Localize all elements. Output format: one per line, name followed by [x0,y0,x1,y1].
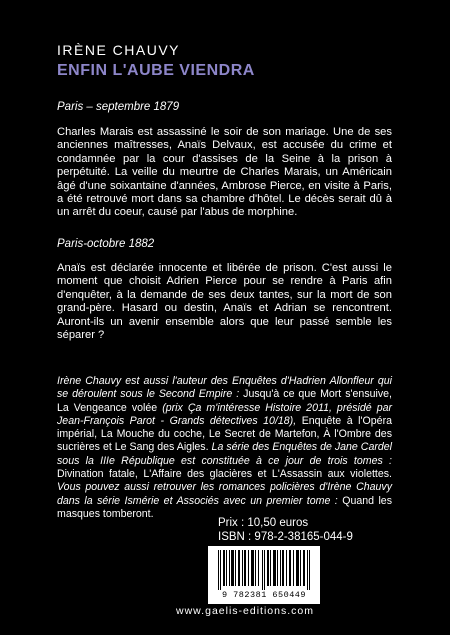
price: Prix : 10,50 euros [218,517,309,529]
bio-works-4: Quand les masques tomberont. [57,494,392,520]
book-title: ENFIN L'AUBE VIENDRA [57,62,255,79]
author-bio [57,375,392,521]
bio-works-3: Divination fatale, L'Affaire des glacières et L'Assassin aux violettes. [57,468,392,481]
blurb-paragraph-1: Charles Marais est assassiné le soir de son mariage. Une de ses anciennes maîtresses, Anaïs Delvaux, est accusée du crime et condamnée par la cour d'assises de la Seine à la prison à perpétuité. La veille du meurtre de Charles Marais, un Américain âgé d'une soixantaine d'années, Ambrose Pierce, en visite à Paris, a été retrouvé mort dans sa chambre d'hôtel. Le décès serait dû à un arrêt du coeur, causé par l'abus de morphine. [57,126,392,219]
price-block [218,516,353,544]
bio-series-2: La série des Enquêtes de Jane Cardel sous la IIIe République est constituée à ce jour de trois tomes : [57,441,393,467]
bio-award: (prix Ça m'intéresse Histoire 2011, présidé par Jean-François Parot - Grands détectives 10/18), [57,401,392,427]
isbn: ISBN : 978-2-38165-044-9 [218,531,353,543]
bio-works-1: Jusqu'à ce que Mort s'ensuive, La Vengeance volée [57,388,392,414]
bio-intro: Irène Chauvy est aussi l'auteur des Enquêtes d'Hadrien Allonfleur qui se déroulent sous le Second Empire : [57,375,392,401]
barcode-bars-icon [216,550,312,590]
bio-works-2: Enquête à l'Opéra impérial, La Mouche du coche, Le Secret de Martefon, À l'Ombre des sucrières et Le Sang des Aigles. [57,414,392,454]
barcode-digits: 9 782381 650449 [221,590,306,600]
blurb-paragraph-2: Anaïs est déclarée innocente et libérée de prison. C'est aussi le moment que choisit Adrien Pierce pour se rendre à Paris afin d'enquêter, à la demande de ses deux tantes, sur la mort de son grand-père. Hasard ou destin, Anaïs et Adrian se rencontrent. Auront-ils un avenir ensemble alors que leur passé semble les séparer ? [57,262,392,342]
date-line-1879: Paris – septembre 1879 [57,101,180,113]
barcode [208,546,320,604]
author-name: IRÈNE CHAUVY [57,42,181,58]
bio-series-3: Vous pouvez aussi retrouver les romances policières d'Irène Chauvy dans la série Ismérie et Associés avec un premier tome : [57,481,392,507]
date-line-1882: Paris-octobre 1882 [57,238,155,250]
publisher-website[interactable]: www.gaelis-editions.com [176,605,314,617]
